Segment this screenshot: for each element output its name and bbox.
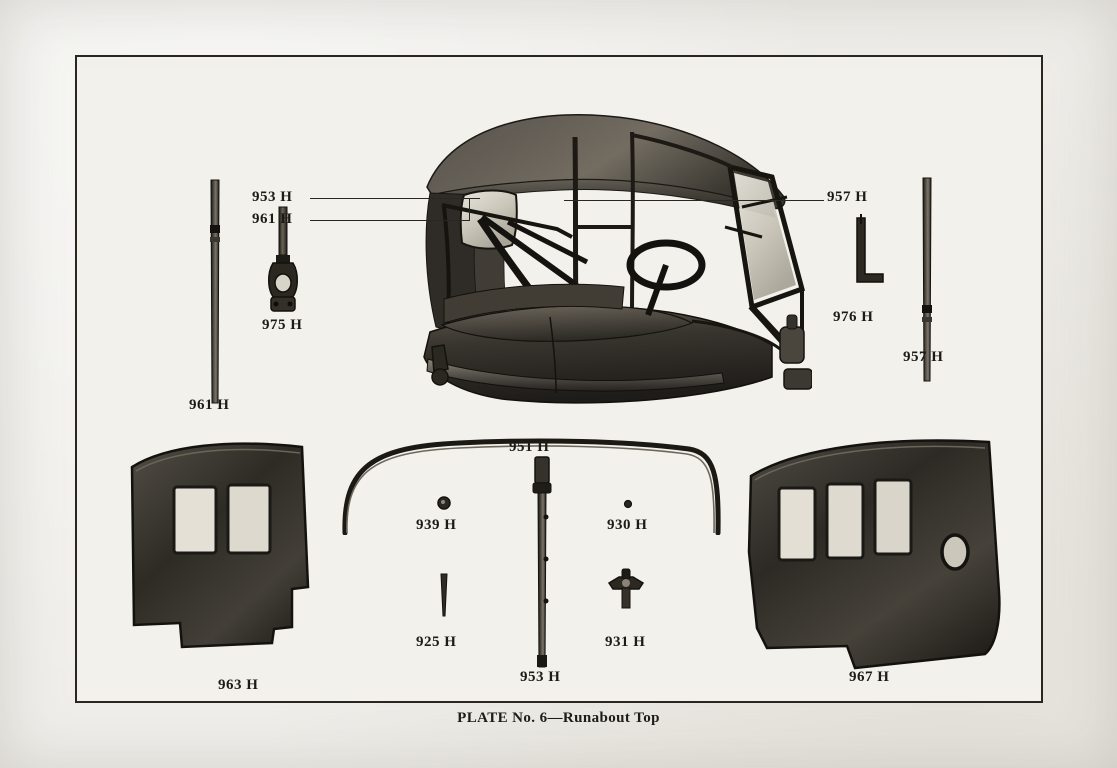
- part-figure-953H-center: [529, 455, 555, 673]
- label-953H: 953 H: [520, 669, 561, 685]
- part-figure-967H: [737, 432, 1012, 677]
- label-957H: 957 H: [903, 349, 944, 365]
- label-925H: 925 H: [416, 634, 457, 650]
- runabout-top-photograph: [332, 77, 812, 422]
- label-953H-callout: 953 H: [252, 189, 293, 205]
- label-930H: 930 H: [607, 517, 648, 533]
- label-931H: 931 H: [605, 634, 646, 650]
- label-976H: 976 H: [833, 309, 874, 325]
- label-951H: 951 H: [509, 439, 550, 455]
- leader-line-961H: [310, 220, 470, 221]
- leader-line-953H: [310, 198, 480, 199]
- part-figure-930H: [621, 497, 635, 511]
- label-975H: 975 H: [262, 317, 303, 333]
- part-figure-939H: [435, 494, 453, 512]
- part-figure-963H: [122, 437, 317, 672]
- plate-frame: [75, 55, 1043, 703]
- label-939H: 939 H: [416, 517, 457, 533]
- part-figure-976H: [839, 212, 887, 297]
- label-961H-callout: 961 H: [252, 211, 293, 227]
- label-967H: 967 H: [849, 669, 890, 685]
- leader-line-957H: [564, 200, 824, 201]
- label-963H: 963 H: [218, 677, 259, 693]
- plate-caption: PLATE No. 6—Runabout Top: [457, 710, 660, 726]
- part-figure-925H: [438, 572, 450, 622]
- part-figure-961H-left: [202, 177, 228, 407]
- leader-line-961H-tick: [469, 198, 470, 220]
- label-961H: 961 H: [189, 397, 230, 413]
- part-figure-931H: [605, 567, 647, 611]
- label-957H-callout: 957 H: [827, 189, 868, 205]
